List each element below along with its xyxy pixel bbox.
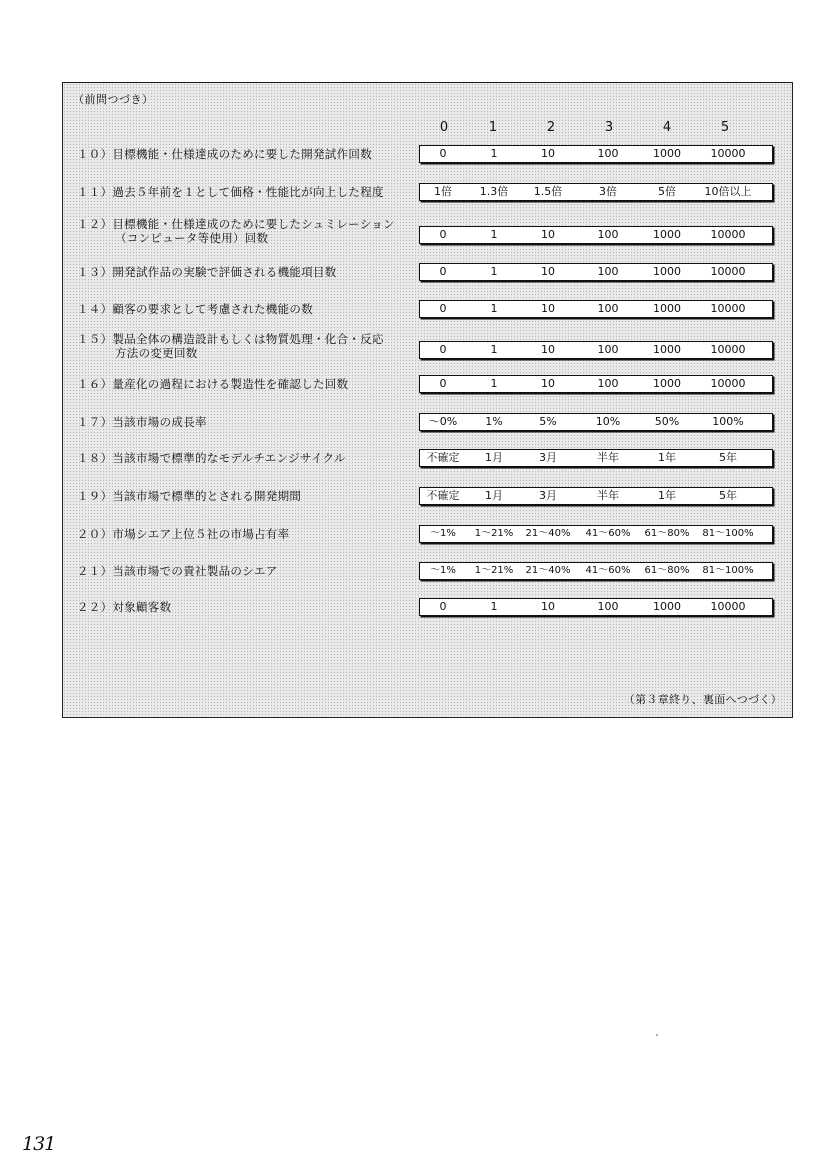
answer-option[interactable]: 10000 xyxy=(710,600,746,613)
question-label: ２０）市場シエア上位５社の市場占有率 xyxy=(77,527,290,541)
answer-option[interactable]: 100 xyxy=(597,377,619,390)
answer-option[interactable]: 1000 xyxy=(653,265,681,278)
answer-option[interactable]: 61～80% xyxy=(644,528,690,539)
answer-option[interactable]: 1000 xyxy=(653,343,681,356)
answer-option[interactable]: 100 xyxy=(597,265,619,278)
answer-scale xyxy=(419,487,773,505)
answer-option[interactable]: 10 xyxy=(541,302,555,315)
answer-option[interactable]: 41～60% xyxy=(585,528,631,539)
answer-scale xyxy=(419,375,773,393)
answer-scale xyxy=(419,263,773,281)
answer-option[interactable]: 100 xyxy=(597,147,619,160)
answer-option[interactable]: 81～100% xyxy=(702,528,754,539)
answer-option[interactable]: 3月 xyxy=(539,489,557,502)
answer-scale xyxy=(419,226,773,244)
scale-number: 1 xyxy=(488,120,498,135)
answer-option[interactable]: 5倍 xyxy=(658,185,676,198)
answer-option[interactable]: 1.3倍 xyxy=(479,185,509,198)
question-label: １７）当該市場の成長率 xyxy=(77,415,207,429)
answer-option[interactable]: 10 xyxy=(541,265,555,278)
scale-number: 2 xyxy=(546,120,556,135)
answer-option[interactable]: 1 xyxy=(490,265,498,278)
answer-option[interactable]: 10000 xyxy=(710,302,746,315)
scale-number: 5 xyxy=(720,120,730,135)
answer-option[interactable]: 3倍 xyxy=(599,185,617,198)
answer-option[interactable]: 100 xyxy=(597,343,619,356)
scale-number: 3 xyxy=(604,120,614,135)
scale-number: 0 xyxy=(439,120,449,135)
answer-option[interactable]: 1月 xyxy=(485,489,503,502)
answer-option[interactable]: 1月 xyxy=(485,451,503,464)
scan-speck xyxy=(656,1034,658,1036)
question-text-continued: （コンピュータ等使用）回数 xyxy=(115,231,269,245)
answer-option[interactable]: 1年 xyxy=(658,451,676,464)
scale-header xyxy=(63,120,792,136)
answer-option[interactable]: 1% xyxy=(485,415,503,428)
answer-option[interactable]: 1000 xyxy=(653,302,681,315)
answer-scale xyxy=(419,562,773,580)
answer-option[interactable]: 100 xyxy=(597,600,619,613)
answer-option[interactable]: ～1% xyxy=(430,565,456,576)
answer-option[interactable]: 5% xyxy=(539,415,557,428)
answer-option[interactable]: 1 xyxy=(490,377,498,390)
answer-option[interactable]: 10 xyxy=(541,600,555,613)
answer-option[interactable]: 1000 xyxy=(653,228,681,241)
answer-option[interactable]: 不確定 xyxy=(426,489,460,502)
answer-scale xyxy=(419,341,773,359)
answer-scale xyxy=(419,449,773,467)
question-label: ２２）対象顧客数 xyxy=(77,600,172,614)
answer-option[interactable]: 61～80% xyxy=(644,565,690,576)
answer-option[interactable]: 81～100% xyxy=(702,565,754,576)
answer-option[interactable]: 1 xyxy=(490,147,498,160)
answer-scale xyxy=(419,145,773,163)
answer-option[interactable]: 10000 xyxy=(710,228,746,241)
answer-scale xyxy=(419,525,773,543)
answer-option[interactable]: 21～40% xyxy=(525,528,571,539)
answer-option[interactable]: ～0% xyxy=(428,415,458,428)
answer-option[interactable]: 5年 xyxy=(719,451,737,464)
answer-scale xyxy=(419,300,773,318)
answer-option[interactable]: 1～21% xyxy=(474,565,514,576)
answer-option[interactable]: ～1% xyxy=(430,528,456,539)
answer-option[interactable]: 半年 xyxy=(597,451,619,464)
answer-option[interactable]: 5年 xyxy=(719,489,737,502)
answer-option[interactable]: 21～40% xyxy=(525,565,571,576)
question-label: ２１）当該市場での貴社製品のシエア xyxy=(77,564,278,578)
answer-option[interactable]: 41～60% xyxy=(585,565,631,576)
answer-option[interactable]: 1000 xyxy=(653,600,681,613)
question-text: １５）製品全体の構造設計もしくは物質処理・化合・反応 xyxy=(77,332,384,346)
answer-option[interactable]: 10000 xyxy=(710,265,746,278)
answer-option[interactable]: 100 xyxy=(597,228,619,241)
answer-option[interactable]: 10 xyxy=(541,147,555,160)
footer-note: （第３章終り、裏面へつづく） xyxy=(623,693,782,706)
question-label xyxy=(77,217,395,245)
question-label: １８）当該市場で標準的なモデルチエンジサイクル xyxy=(77,451,346,465)
answer-option[interactable]: 10倍以上 xyxy=(704,185,752,198)
answer-option[interactable]: 0 xyxy=(439,377,447,390)
answer-option[interactable]: 1倍 xyxy=(434,185,452,198)
answer-option[interactable]: 10000 xyxy=(710,343,746,356)
answer-option[interactable]: 10 xyxy=(541,228,555,241)
answer-option[interactable]: 1年 xyxy=(658,489,676,502)
answer-option[interactable]: 10 xyxy=(541,377,555,390)
answer-option[interactable]: 半年 xyxy=(597,489,619,502)
answer-option[interactable]: 10 xyxy=(541,343,555,356)
question-text-continued: 方法の変更回数 xyxy=(115,346,198,360)
question-label: １９）当該市場で標準的とされる開発期間 xyxy=(77,489,302,503)
answer-option[interactable]: 0 xyxy=(439,600,447,613)
answer-option[interactable]: 1～21% xyxy=(474,528,514,539)
question-label: １３）開発試作品の実験で評価される機能項目数 xyxy=(77,265,337,279)
question-text: １２）目標機能・仕様達成のために要したシュミレーション xyxy=(77,217,395,231)
question-label: １６）量産化の過程における製造性を確認した回数 xyxy=(77,377,349,391)
answer-scale xyxy=(419,183,773,201)
answer-scale xyxy=(419,598,773,616)
answer-option[interactable]: 0 xyxy=(439,228,447,241)
answer-option[interactable]: 1000 xyxy=(653,377,681,390)
answer-option[interactable]: 100 xyxy=(597,302,619,315)
answer-option[interactable]: 1 xyxy=(490,600,498,613)
question-label: １１）過去５年前を１として価格・性能比が向上した程度 xyxy=(77,185,384,199)
question-label xyxy=(77,332,384,360)
answer-option[interactable]: 50% xyxy=(654,415,680,428)
answer-option[interactable]: 0 xyxy=(439,343,447,356)
answer-option[interactable]: 10000 xyxy=(710,377,746,390)
continuation-note: （前問つづき） xyxy=(73,93,154,106)
questionnaire-panel xyxy=(62,82,793,718)
answer-option[interactable]: 不確定 xyxy=(426,451,460,464)
question-label: １４）顧客の要求として考慮された機能の数 xyxy=(77,302,313,316)
answer-scale xyxy=(419,413,773,431)
answer-option[interactable]: 0 xyxy=(439,302,447,315)
answer-option[interactable]: 1 xyxy=(490,343,498,356)
answer-option[interactable]: 0 xyxy=(439,147,447,160)
answer-option[interactable]: 10% xyxy=(595,415,621,428)
answer-option[interactable]: 1000 xyxy=(653,147,681,160)
answer-option[interactable]: 0 xyxy=(439,265,447,278)
question-label: １０）目標機能・仕様達成のために要した開発試作回数 xyxy=(77,147,372,161)
answer-option[interactable]: 1.5倍 xyxy=(533,185,563,198)
scale-number: 4 xyxy=(662,120,672,135)
answer-option[interactable]: 100% xyxy=(712,415,744,428)
answer-option[interactable]: 10000 xyxy=(710,147,746,160)
answer-option[interactable]: 3月 xyxy=(539,451,557,464)
answer-option[interactable]: 1 xyxy=(490,228,498,241)
page-number: 131 xyxy=(22,1133,56,1155)
answer-option[interactable]: 1 xyxy=(490,302,498,315)
